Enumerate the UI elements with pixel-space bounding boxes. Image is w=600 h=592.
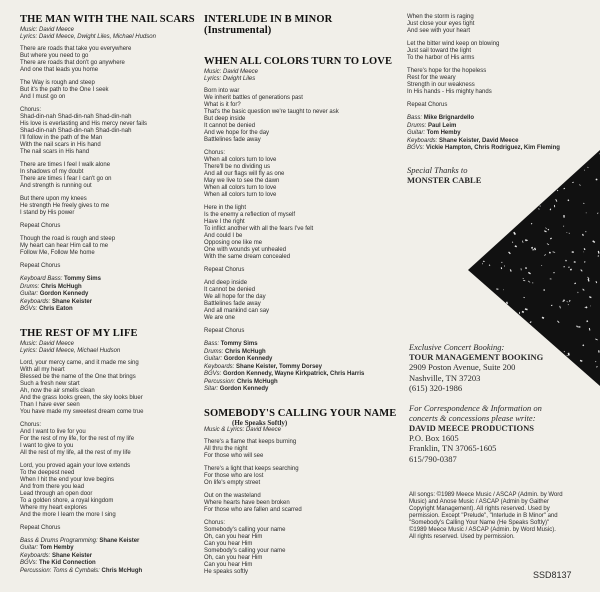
lyric-line: Battlelines fade away [204,301,261,307]
lyric-line: And see with your heart [407,28,471,34]
lyric-line: There's hope for the hopeless [407,68,487,74]
company-city: Franklin, TN 37065-1605 [409,443,497,453]
lyric-line: Though the road is rough and steep [20,236,116,242]
speckle [550,279,552,280]
credit-name: Gordon Kennedy [219,386,269,392]
credit-role: Sitar: [204,386,219,392]
credit-role: Guitar: [20,291,39,297]
lyric-line: Just close your eyes tight [407,21,475,27]
lyric-line: Shad-din-nah Shad-din-nah Shad-din-nah [20,128,132,134]
credit-line [407,138,597,146]
lyric-line: Shad-din-nah Shad-din-nah Shad-din-nah [20,114,132,120]
speckle [572,251,574,253]
company-name: DAVID MEECE PRODUCTIONS [409,422,534,433]
correspondence-label: For Correspondence & Information on [409,402,542,413]
speckle [541,265,542,266]
lyric-line: And I want to live for you [20,428,86,435]
speckle [578,326,580,327]
lyric-line: All thru the night [204,445,248,452]
lyric-line: We are one [204,315,235,321]
lyric-line: There are times I feel I walk alone [20,162,111,168]
credit-role: Keyboards: [20,298,51,305]
lyrics-credit: Lyrics: Dwight Liles [204,76,256,82]
musician-credits [20,276,198,314]
speckle [543,289,545,290]
lyric-line: Oh, can you hear Him [204,533,263,540]
speckle [563,300,565,302]
copyright-notice [409,492,589,541]
lyric-line: When the storm is raging [407,14,474,20]
speckle [501,267,502,269]
lyric-line: There's a flame that keeps burning [204,438,297,445]
speckle [519,312,520,314]
song-title: THE MAN WITH THE NAIL SCARS [20,14,195,25]
lyric-line: Chorus: [204,519,226,526]
lyric-line: He speaks softly [204,568,249,575]
lyric-line: Ah, now the air smells clean [20,387,95,394]
credit-role: Guitar: [407,130,426,136]
credit-line [20,291,198,299]
copyright-line: Music) and Anose Music / ASCAP (Admin by Gaither [409,499,549,505]
thanks-label: Special Thanks to [407,164,468,175]
song-title: THE REST OF MY LIFE [20,327,138,339]
credit-line [204,379,400,387]
musician-credits [407,115,597,153]
lyric-line: When I hit the end your love begins [20,476,115,483]
speckle [563,215,564,218]
credit-name: Tom Hemby [426,130,461,136]
speckle [583,252,584,253]
credit-role: Guitar: [20,545,39,551]
credit-name: Chris Eaton [39,306,73,312]
lyric-line: With all my heart [20,366,65,373]
lyric-line: We all hope for the day [204,294,266,300]
credit-role: Bass: [204,341,220,347]
credit-role: BGVs: [407,145,425,151]
lyric-line: For those who will see [204,452,264,459]
credit-name: Tommy Sims [64,276,101,282]
lyric-line: Than I have ever seen [20,401,80,408]
credit-name: Shane Keister [99,537,140,544]
musician-credits [204,341,400,394]
lyric-line: For those who are fallen and scarred [204,506,302,513]
copyright-line: "Somebody's Calling Your Name (He Speaks Softly)" [409,520,550,526]
lyric-line: And I must go on [20,94,66,100]
lyric-line: Oh, can you hear Him [204,554,263,561]
credit-name: The Kid Connection [39,560,96,566]
speckle [549,252,551,254]
lyric-line: In shadows of my doubt [20,169,84,175]
lyric-line: When all colors turn to love [204,192,277,198]
lyric-line: I want to give to you [20,442,74,449]
lyric-line: It cannot be denied [204,287,256,293]
credit-line [20,553,198,561]
lyric-line: May we live to see the dawn [204,178,280,184]
lyric-line: To the deepest need [20,469,75,476]
credit-role: Bass: [407,115,423,121]
speckle [512,242,513,243]
lyric-line: Born into war [204,88,240,94]
lyric-line: Such a fresh new start [20,380,80,387]
lyric-line: The nail scars in His hand [20,149,90,155]
speckle [574,261,576,263]
lyric-line: To a golden shore, a royal kingdom [20,497,114,504]
credit-name: Shane Keister, Tommy Dorsey [236,363,322,370]
credit-role: BGVs: [20,306,38,312]
credit-line [204,349,400,357]
credit-line [407,123,597,131]
lyrics-block [407,14,597,109]
musician-credits [20,538,198,576]
credit-line [20,276,198,284]
lyric-line: And could I be [204,233,243,239]
lyric-line: But it's the path to the One I seek [20,87,109,93]
credit-line [20,284,198,292]
credit-line [204,371,400,379]
correspondence-label-2: concerts & concessions please write: [409,412,536,423]
booking-phone: (615) 320-1986 [409,383,463,393]
credit-name: Chris McHugh [41,283,82,290]
booking-agency: TOUR MANAGEMENT BOOKING [409,352,544,362]
lyric-line: Repeat Chorus [407,102,448,108]
music-credit: Music: David Meece [204,69,259,75]
copyright-line: All rights reserved. Used by permission. [409,534,515,540]
credit-role: Percussion: Toms & Cymbals: [20,567,100,574]
credit-name: Tommy Sims [220,341,258,347]
lyric-line: Have I the right [204,219,245,225]
lyric-line: It cannot be denied [204,123,256,129]
lyric-line: Strength in our weakness [407,82,475,88]
credit-line [20,560,198,568]
lyric-line: With the same dream concealed [204,254,291,260]
lyric-line: And the grass looks green, the sky looks bluer [20,394,143,401]
song-title: SOMEBODY'S CALLING YOUR NAME [204,407,397,419]
column-middle [204,14,400,576]
speckle [585,231,586,232]
lyric-line: One with wounds yet unhealed [204,247,287,253]
lyric-line: Here in the light [204,205,247,211]
credit-name: Shane Keister [52,298,93,305]
song-subtitle: (He Speaks Softly) [232,418,288,427]
lyric-line: But deep inside [204,116,246,122]
lyric-line: There are roads that don't go anywhere [20,60,125,66]
lyric-line: And strength is running out [20,183,92,189]
credit-role: Keyboards: [407,137,438,144]
credit-role: BGVs: [204,371,222,377]
credit-name: Mike Brignardello [423,115,475,121]
lyric-line: Where hearts have been broken [204,499,290,506]
credit-name: Chris McHugh [237,378,278,385]
credit-role: BGVs: [20,560,38,566]
song-title: WHEN ALL COLORS TURN TO LOVE [204,56,393,67]
booking-address: 2909 Poston Avenue, Suite 200 [409,362,516,372]
lyric-line: When all colors turn to love [204,157,277,163]
lyric-line: Chorus: [204,150,226,156]
lyric-line: Chorus: [20,107,42,113]
copyright-line: permission. Except "Prelude", "Interlude in B Minor" and [409,513,558,519]
credit-line [20,568,198,576]
credit-line [20,538,198,546]
lyric-line: To the harbor of His arms [407,55,475,61]
lyric-line: And the more I learn the more I sing [20,511,116,518]
lyric-line: Where my heart explores [20,504,88,511]
lyric-line: When all colors turn to love [204,185,277,191]
lyric-line: What is it for? [204,102,241,108]
booking-label: Exclusive Concert Booking: [409,342,505,352]
lyric-line: My heart can hear Him call to me [20,243,109,249]
lyric-line: With the nail scars in His hand [20,142,101,148]
lyrics-block [20,360,198,532]
lyric-line: And from there you lead [20,483,85,490]
credit-line [407,130,597,138]
credit-line [20,299,198,307]
lyric-line: On life's empty street [204,479,261,486]
credit-name: Chris McHugh [225,348,266,355]
lyric-line: Battlelines fade away [204,137,261,143]
speckle [501,262,502,263]
lyric-line: That's the basic question we're taught to never ask [204,109,339,115]
lyric-line: And all mankind can say [204,308,270,314]
speckle [553,272,554,273]
credit-role: Keyboards: [20,552,51,559]
speckle [503,290,504,291]
lyric-line: Out on the wasteland [204,492,261,499]
lyric-line: We inherit battles of generations past [204,95,303,101]
lyric-line: Is the enemy a reflection of myself [204,212,296,218]
credit-name: Tom Hemby [39,545,74,551]
lyric-line: There are times I fear I can't go on [20,176,112,182]
credit-role: Bass & Drums Programming: [20,537,98,544]
credit-line [407,115,597,123]
lyric-line: Repeat Chorus [20,223,61,229]
credit-role: Keyboards: [204,363,235,370]
lyric-line: You have made my sweetest dream come true [20,408,144,415]
lyric-line: Rest for the weary [407,75,456,81]
lyric-line: For the rest of my life, for the rest of my life [20,435,135,442]
lyric-line: Repeat Chorus [20,524,61,531]
copyright-line: Copyright Management). All rights reserved. Used by [409,506,550,512]
lyrics-block [20,46,198,270]
credit-name: Gordon Kennedy [39,291,89,297]
lyric-line: Somebody's calling your name [204,547,286,554]
lyric-line: Can you hear Him [204,561,253,568]
credit-name: Chris McHugh [101,567,143,574]
lyric-line: I'll follow in the path of the Man [20,135,103,141]
music-credit: Music: David Meece [20,340,75,347]
copyright-line: All songs: ©1989 Meece Music / ASCAP (Admin. by Word [409,492,563,498]
lyric-line: For those who are lost [204,472,264,479]
lyric-line: Repeat Chorus [204,267,245,273]
credit-line [20,306,198,314]
lyric-line: There's a light that keeps searching [204,465,299,472]
credit-role: Percussion: [204,378,236,385]
lyrics-credit: Lyrics: David Meece, Michael Hudson [20,347,121,354]
catalog-number: SSD8137 [533,570,572,580]
credit-line [204,386,400,394]
lyric-line: Can you hear Him [204,540,253,547]
lyric-line: His love is everlasting and His mercy never fails [20,121,148,127]
credit-name: Gordon Kennedy, Wayne Kirkpatrick, Chris Harris [223,371,365,377]
lyric-line: And deep inside [204,280,248,286]
lyric-line: In His hands - His mighty hands [407,89,492,95]
music-lyrics-credit: Music & Lyrics: David Meece [204,426,281,433]
credit-role: Drums: [407,122,427,129]
company-phone: 615/790-0387 [409,453,457,464]
credit-line [204,341,400,349]
lyric-line: Blessed be the name of the One that brings [20,373,136,380]
credit-name: Paul Leim [428,122,457,129]
credit-role: Guitar: [204,356,223,362]
credit-name: Shane Keister, David Meece [439,137,519,144]
lyric-line: Lord, you proved again your love extends [20,462,131,469]
lyric-line: And all our flags will fly as one [204,171,285,177]
lyric-line: To inflict another with all the fears I've felt [204,226,314,232]
lyric-line: Lead through an open door [20,490,93,497]
booking-info [409,342,589,464]
credit-name: Gordon Kennedy [223,356,273,362]
lyric-line: All the rest of my life, all the rest of my life [20,449,131,456]
lyric-line: Repeat Chorus [20,263,61,269]
lyric-line: Chorus: [20,421,42,428]
lyric-line: Lord, your mercy came, and it made me sing [20,359,139,366]
lyric-line: Opposing one like me [204,240,263,246]
lyric-line: I stand by His power [20,210,75,216]
column-left [20,14,198,575]
lyric-line: Somebody's calling your name [204,526,286,533]
lyric-line: Just sail toward the light [407,48,472,54]
lyrics-block [204,439,400,576]
credit-role: Keyboard Bass: [20,276,63,282]
lyric-line: The Way is rough and steep [20,80,95,86]
credit-name: Shane Keister [52,552,93,559]
lyric-line: There'll be no dividing us [204,164,271,170]
lyric-line: But where you need to go [20,53,89,59]
lyric-line: Repeat Chorus [204,328,245,334]
lyrics-block [204,88,400,335]
credit-line [204,356,400,364]
credit-name: Vickie Hampton, Chris Rodriguez, Kim Fleming [426,145,560,151]
lyric-line: There are roads that take you everywhere [20,46,132,52]
thanks-name: MONSTER CABLE [407,174,482,185]
booking-city: Nashville, TN 37203 [409,372,481,383]
credit-role: Drums: [20,283,40,290]
lyric-line: And we hope for the day [204,130,270,136]
copyright-line: ©1989 Meece Music / ASCAP (Admin. by Word Music). [409,527,556,533]
lyric-line: Follow Me, Follow Me home [20,250,95,256]
lyric-line: He strength He freely gives to me [20,203,110,209]
lyrics-credit: Lyrics: David Meece, Dwight Liles, Michael Hudson [20,34,156,40]
credit-role: Drums: [204,348,224,355]
lyric-line: But there upon my knees [20,196,87,202]
lyric-line: Let the bitter wind keep on blowing [407,41,500,47]
interlude-title: INTERLUDE IN B MINOR (Instrumental) [204,14,333,36]
company-pobox: P.O. Box 1605 [409,432,459,443]
credit-line [20,545,198,553]
credit-line [204,364,400,372]
lyric-line: And one that leads you home [20,67,99,73]
music-credit: Music: David Meece [20,27,75,33]
